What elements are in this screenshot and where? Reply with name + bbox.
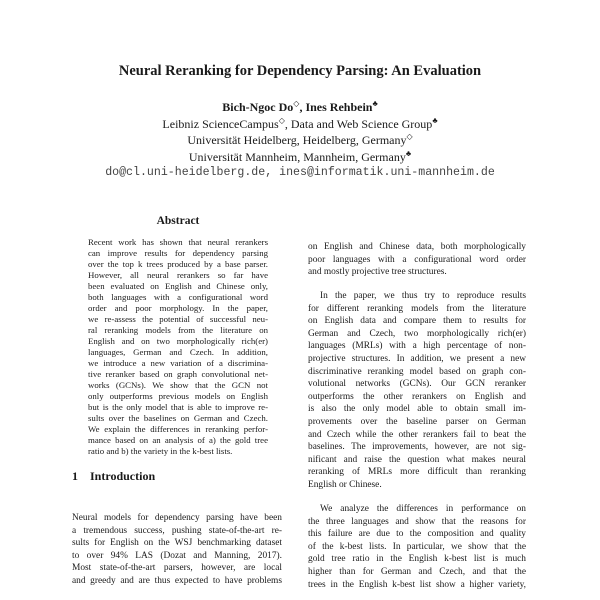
text-line: We explain the differences in reranking perfor-: [88, 424, 268, 434]
diamond-mark: ◇: [293, 99, 300, 108]
paper-title: Neural Reranking for Dependency Parsing: An Evaluation: [118, 63, 482, 79]
text-line: sults over the baselines on German and Czech.: [88, 413, 268, 423]
text-line: been evaluated on English and Chinese only,: [88, 281, 268, 291]
text-line: and Czech while the other rerankers fail to beat the: [308, 429, 526, 440]
text-line: provements over the baseline parser on German: [308, 416, 526, 427]
text-line: on English data and compare them to results for: [308, 316, 526, 327]
text-line: English or Chinese.: [308, 479, 382, 490]
text-line: and mostly projective tree structures.: [308, 267, 447, 278]
text-line: outperforms the other rerankers on English and: [308, 391, 526, 402]
text-line: gold tree ratio in the English k-best list is much: [308, 554, 526, 565]
text-line: nificant and raise the question what makes neural: [308, 454, 526, 465]
text-line: this failure are due to the composition and quality: [308, 529, 526, 540]
club-mark: ♣: [405, 148, 412, 158]
text-line: of the k-best lists. In particular, we show that the: [308, 541, 526, 552]
text-line: the three languages and show that the reasons for: [308, 516, 526, 527]
text-line: German and Czech, two morphologically rich(er): [308, 328, 526, 339]
section-number: 1: [72, 469, 78, 483]
abstract-heading: Abstract: [156, 215, 200, 227]
text-line: reranking of MRLs more difficult than reranking: [308, 467, 526, 478]
author-names: [0, 99, 600, 116]
text-line: Most state-of-the-art parsers, however, are local: [72, 563, 282, 574]
text-line: mance based on an analysis of a) the gold tree: [88, 435, 268, 445]
text-line: for different reranking models from the literature: [308, 303, 526, 314]
text-line: In the paper, we thus try to reproduce results: [320, 291, 526, 301]
text-line: a tremendous success, pushing state-of-the-art re-: [72, 525, 282, 536]
club-mark: ♣: [432, 115, 438, 125]
affiliation-1: [0, 116, 600, 133]
text-line: we re-assess the potential of successful neu-: [88, 314, 268, 324]
affiliation-1b: , Data and Web Science Group: [284, 116, 433, 131]
text-line: is also the only model able to obtain small im-: [308, 404, 526, 415]
club-mark: ♣: [372, 99, 378, 108]
author-2: Ines Rehbein: [305, 100, 373, 114]
section-title: Introduction: [90, 469, 156, 483]
text-line: However, all neural rerankers so far have: [88, 270, 268, 280]
text-line: discriminative reranking model based on graph con-: [308, 366, 526, 377]
text-line: and greedy and are thus expected to have problems: [72, 575, 282, 586]
text-line: order and poor morphology. In the paper,: [88, 303, 268, 313]
right-column-paragraph-1: [308, 241, 526, 279]
text-line: trees in the English k-best list show a higher variety,: [308, 579, 526, 590]
text-line: higher than for German and Czech, and that the: [308, 566, 526, 577]
author-block: [0, 99, 600, 182]
author-separator: ,: [299, 100, 306, 114]
text-line: ratio and b) the variety in the k-best lists.: [88, 446, 233, 456]
text-line: ral reranking models from the literature on: [88, 325, 268, 335]
text-line: only outperforms previous models on English: [88, 391, 268, 401]
introduction-body: [72, 512, 282, 588]
text-line: tive reranker based on graph convolutional net-: [88, 369, 268, 379]
text-line: to over 94% LAS (Dozat and Manning, 2017).: [72, 550, 282, 561]
text-line: we introduce a new variation of a discrimina-: [88, 358, 268, 368]
text-line: poor languages with a configurational word order: [308, 254, 526, 265]
text-line: baselines. The improvements, however, are not sig-: [308, 442, 526, 453]
text-line: Recent work has shown that neural rerankers: [88, 237, 268, 247]
affiliation-3: [0, 149, 600, 166]
text-line: both languages with a configurational word: [88, 292, 268, 302]
text-line: projective structures. In addition, we present a new: [308, 353, 526, 364]
text-line: volutional networks (GCNs). Our GCN reranker: [308, 379, 526, 390]
right-column-paragraph-3: [308, 503, 526, 591]
text-line: works (GCNs). We show that the GCN not: [88, 380, 268, 390]
author-emails: do@cl.uni-heidelberg.de, ines@informatik.uni-mannheim.de: [105, 166, 495, 180]
text-line: Neural models for dependency parsing have been: [72, 513, 282, 523]
text-line: over the top k trees produced by a base parser.: [88, 259, 268, 269]
text-line: sults for English on the WSJ benchmarking dataset: [72, 538, 282, 549]
affiliation-2: [0, 132, 600, 149]
text-line: on English and Chinese data, both morphologically: [308, 242, 526, 252]
right-column-paragraph-2: [308, 290, 526, 492]
text-line: We analyze the differences in performance on: [320, 504, 526, 514]
text-line: but is the only model that is able to improve re-: [88, 402, 268, 412]
text-line: can improve results for dependency parsing: [88, 248, 268, 258]
affiliation-3-text: Universität Mannheim, Mannheim, Germany: [188, 149, 406, 164]
diamond-mark: ◇: [278, 115, 285, 125]
diamond-mark: ◇: [406, 132, 413, 142]
abstract-body: [88, 237, 268, 457]
text-line: English and on two morphologically rich(er): [88, 336, 268, 346]
text-line: languages, German and Czech. In addition,: [88, 347, 268, 357]
affiliation-1a: Leibniz ScienceCampus: [162, 116, 279, 131]
affiliation-2-text: Universität Heidelberg, Heidelberg, Germany: [187, 133, 407, 148]
text-line: languages (MRLs) with a high percentage of non-: [308, 341, 526, 352]
author-1: Bich-Ngoc Do: [222, 100, 294, 114]
section-heading-introduction: [72, 469, 155, 484]
